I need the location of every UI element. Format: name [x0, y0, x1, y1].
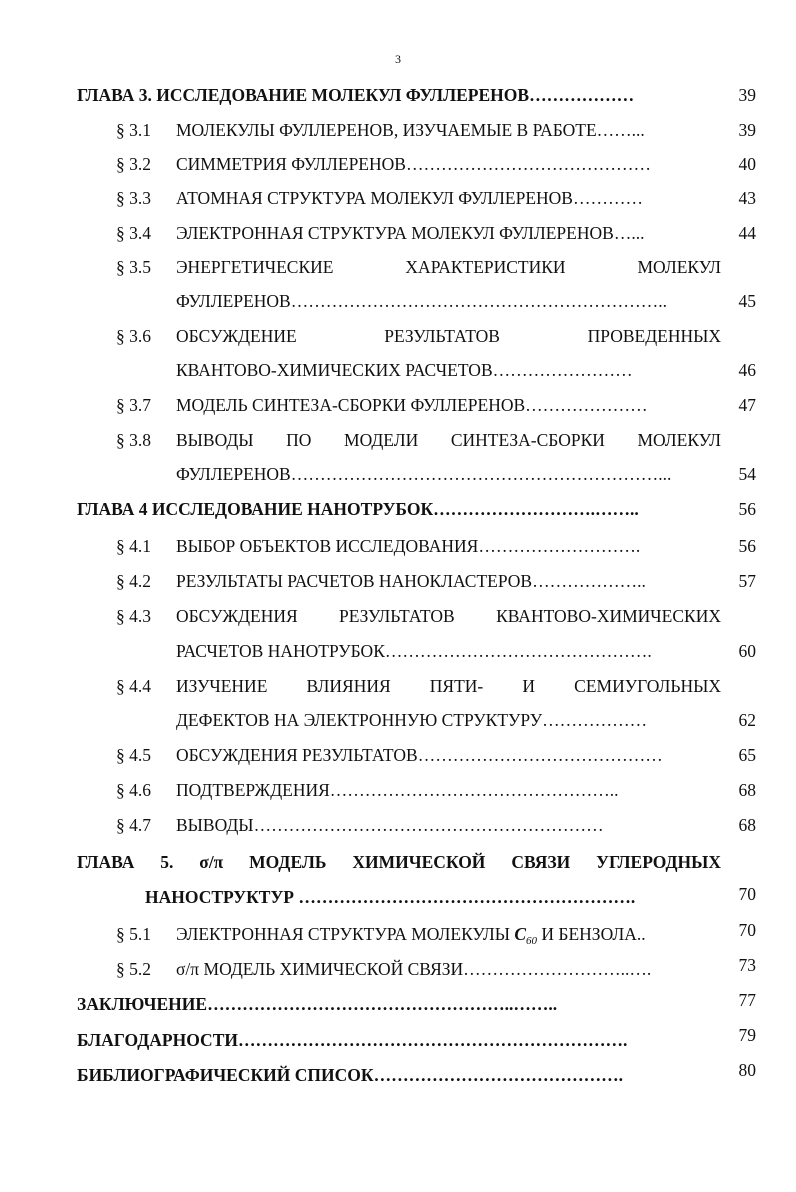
- toc-section-5-2: [176, 958, 651, 980]
- toc-leader-dots: ..: [636, 924, 646, 944]
- toc-word: ПЯТИ-: [429, 676, 484, 696]
- toc-leader-dots: ……………………………………….: [384, 641, 652, 661]
- toc-section-4-5: [176, 744, 663, 766]
- toc-word: МОЛЕКУЛ: [637, 257, 721, 277]
- toc-section-3-7: [176, 394, 648, 416]
- toc-section-3-2: [176, 153, 651, 175]
- toc-section-number: § 3.3: [116, 188, 151, 208]
- toc-leader-dots: ……………………….……..: [433, 499, 639, 519]
- toc-section-number: § 4.4: [116, 676, 151, 696]
- toc-title: ЭЛЕКТРОННАЯ СТРУКТУРА МОЛЕКУЛ ФУЛЛЕРЕНОВ: [176, 223, 614, 243]
- toc-section-3-1: [176, 119, 645, 141]
- c-symbol: C: [514, 924, 527, 944]
- toc-leader-dots: ……………………………………………..……..: [207, 994, 558, 1014]
- toc-leader-dots: ………………………………………………….: [294, 887, 636, 907]
- toc-word: ВЛИЯНИЯ: [306, 676, 391, 696]
- toc-page: 44: [738, 223, 756, 243]
- toc-page: 39: [738, 120, 756, 140]
- toc-section-4-4-cont: [176, 709, 647, 731]
- toc-word: РЕЗУЛЬТАТОВ: [384, 326, 500, 346]
- toc-word: ХАРАКТЕРИСТИКИ: [405, 257, 566, 277]
- toc-title: ПОДТВЕРЖДЕНИЯ: [176, 780, 330, 800]
- toc-word: ПРОВЕДЕННЫХ: [587, 326, 721, 346]
- toc-section-4-2: [176, 570, 646, 592]
- toc-section-number: § 3.1: [116, 120, 151, 140]
- toc-section-3-4: [176, 222, 644, 244]
- toc-word: И: [522, 676, 536, 696]
- toc-chapter-4: [77, 498, 639, 520]
- toc-title: ГЛАВА 3. ИССЛЕДОВАНИЕ МОЛЕКУЛ ФУЛЛЕРЕНОВ: [77, 85, 530, 105]
- toc-section-number: § 3.2: [116, 154, 151, 174]
- toc-section-number: § 3.7: [116, 395, 151, 415]
- toc-section-3-6: [176, 325, 721, 347]
- toc-title: ВЫБОР ОБЪЕКТОВ ИССЛЕДОВАНИЯ: [176, 536, 479, 556]
- toc-word: ОБСУЖДЕНИЯ: [176, 606, 298, 626]
- toc-page: 70: [738, 920, 756, 940]
- toc-section-4-7: [176, 814, 604, 836]
- toc-title: БЛАГОДАРНОСТИ: [77, 1030, 238, 1050]
- toc-word: σ/π: [199, 852, 224, 872]
- toc-title: КВАНТОВО-ХИМИЧЕСКИХ РАСЧЕТОВ: [176, 360, 493, 380]
- toc-page: 43: [738, 188, 756, 208]
- toc-section-number: § 4.7: [116, 815, 151, 835]
- toc-leader-dots: ……………………………………: [417, 745, 663, 765]
- toc-chapter-3: [77, 84, 634, 106]
- toc-section-number: § 4.6: [116, 780, 151, 800]
- toc-section-4-3: [176, 605, 721, 627]
- toc-title: ФУЛЛЕРЕНОВ: [176, 464, 291, 484]
- toc-word: СЕМИУГОЛЬНЫХ: [574, 676, 721, 696]
- toc-title: ДЕФЕКТОВ НА ЭЛЕКТРОННУЮ СТРУКТУРУ: [176, 710, 543, 730]
- toc-section-3-6-cont: [176, 359, 633, 381]
- toc-leader-dots: ………………..: [532, 571, 646, 591]
- toc-title: σ/π МОДЕЛЬ ХИМИЧЕСКОЙ СВЯЗИ: [176, 959, 464, 979]
- subscript: 60: [526, 935, 538, 947]
- toc-page: 47: [738, 395, 756, 415]
- toc-word: СИНТЕЗА-СБОРКИ: [450, 430, 605, 450]
- toc-word: МОДЕЛИ: [344, 430, 419, 450]
- toc-section-number: § 4.5: [116, 745, 151, 765]
- toc-page: 70: [738, 884, 756, 904]
- toc-title: НАНОСТРУКТУР: [145, 887, 294, 907]
- toc-section-number: § 4.1: [116, 536, 151, 556]
- toc-title: МОЛЕКУЛЫ ФУЛЛЕРЕНОВ, ИЗУЧАЕМЫЕ В РАБОТЕ: [176, 120, 597, 140]
- toc-word: МОЛЕКУЛ: [637, 430, 721, 450]
- toc-word: ПО: [286, 430, 312, 450]
- toc-section-4-1: [176, 535, 640, 557]
- toc-page: 68: [738, 780, 756, 800]
- toc-page: 60: [738, 641, 756, 661]
- toc-section-number: § 3.5: [116, 257, 151, 277]
- toc-word: МОДЕЛЬ: [249, 852, 327, 872]
- toc-page: 79: [738, 1025, 756, 1045]
- toc-section-5-1: [176, 923, 646, 952]
- toc-section-4-4: [176, 675, 721, 697]
- toc-section-4-6: [176, 779, 619, 801]
- toc-title: ЭЛЕКТРОННАЯ СТРУКТУРА МОЛЕКУЛЫ: [176, 924, 515, 944]
- toc-page: 56: [738, 536, 756, 556]
- toc-title: ОБСУЖДЕНИЯ РЕЗУЛЬТАТОВ: [176, 745, 418, 765]
- toc-page: 68: [738, 815, 756, 835]
- toc-leader-dots: ………………………………………………………...: [290, 464, 672, 484]
- toc-bibliography: [77, 1064, 623, 1086]
- toc-title: МОДЕЛЬ СИНТЕЗА-СБОРКИ ФУЛЛЕРЕНОВ: [176, 395, 526, 415]
- toc-leader-dots: ……………………………………………………: [253, 815, 604, 835]
- toc-conclusion: [77, 993, 557, 1015]
- toc-title: АТОМНАЯ СТРУКТУРА МОЛЕКУЛ ФУЛЛЕРЕНОВ: [176, 188, 573, 208]
- toc-section-number: § 5.2: [116, 959, 151, 979]
- toc-title: ГЛАВА 4 ИССЛЕДОВАНИЕ НАНОТРУБОК: [77, 499, 434, 519]
- toc-title: ФУЛЛЕРЕНОВ: [176, 291, 291, 311]
- toc-leader-dots: …………………: [525, 395, 648, 415]
- toc-title: ВЫВОДЫ: [176, 815, 254, 835]
- toc-title: СИММЕТРИЯ ФУЛЛЕРЕНОВ: [176, 154, 406, 174]
- toc-page: 56: [738, 499, 756, 519]
- toc-section-number: § 4.2: [116, 571, 151, 591]
- toc-chapter-5-cont: [145, 886, 635, 908]
- toc-word: СВЯЗИ: [511, 852, 571, 872]
- toc-section-4-3-cont: [176, 640, 652, 662]
- toc-section-number: § 3.8: [116, 430, 151, 450]
- toc-title: ЗАКЛЮЧЕНИЕ: [77, 994, 208, 1014]
- toc-word: ГЛАВА: [77, 852, 135, 872]
- toc-section-3-5-cont: [176, 290, 667, 312]
- toc-section-number: § 4.3: [116, 606, 151, 626]
- toc-leader-dots: …………: [572, 188, 643, 208]
- toc-word: ХИМИЧЕСКОЙ: [352, 852, 486, 872]
- toc-leader-dots: ……………………………………: [405, 154, 651, 174]
- toc-word: ОБСУЖДЕНИЕ: [176, 326, 297, 346]
- toc-section-number: § 3.6: [116, 326, 151, 346]
- toc-acknowledgements: [77, 1029, 627, 1051]
- toc-word: ВЫВОДЫ: [176, 430, 254, 450]
- toc-word: УГЛЕРОДНЫХ: [596, 852, 721, 872]
- toc-page: 73: [738, 955, 756, 975]
- page-number: 3: [395, 52, 401, 66]
- toc-page: 77: [738, 990, 756, 1010]
- toc-word: РЕЗУЛЬТАТОВ: [339, 606, 455, 626]
- toc-title: РЕЗУЛЬТАТЫ РАСЧЕТОВ НАНОКЛАСТЕРОВ: [176, 571, 533, 591]
- toc-title: РАСЧЕТОВ НАНОТРУБОК: [176, 641, 385, 661]
- toc-word: ЭНЕРГЕТИЧЕСКИЕ: [176, 257, 334, 277]
- toc-page: 62: [738, 710, 756, 730]
- toc-leader-dots: …...: [613, 223, 645, 243]
- toc-leader-dots: ……...: [596, 120, 645, 140]
- toc-chapter-5: [77, 851, 721, 873]
- toc-section-3-5: [176, 256, 721, 278]
- toc-leader-dots: ………………………………………………………….: [237, 1030, 628, 1050]
- toc-word: ИЗУЧЕНИЕ: [176, 676, 268, 696]
- toc-page: 45: [738, 291, 756, 311]
- toc-page: 57: [738, 571, 756, 591]
- toc-leader-dots: ………………………..….: [463, 959, 652, 979]
- toc-leader-dots: ……………………: [492, 360, 633, 380]
- toc-section-3-8: [176, 429, 721, 451]
- toc-leader-dots: …………………………………….: [373, 1065, 623, 1085]
- toc-section-3-3: [176, 187, 643, 209]
- toc-page: 40: [738, 154, 756, 174]
- toc-leader-dots: …………………………………………..: [329, 780, 619, 800]
- toc-leader-dots: ……………………….: [478, 536, 641, 556]
- toc-page: 39: [738, 85, 756, 105]
- toc-word: КВАНТОВО-ХИМИЧЕСКИХ: [496, 606, 721, 626]
- toc-word: 5.: [160, 852, 174, 872]
- toc-title: БИБЛИОГРАФИЧЕСКИЙ СПИСОК: [77, 1065, 374, 1085]
- toc-section-number: § 5.1: [116, 924, 151, 944]
- toc-leader-dots: ………………………………………………………..: [290, 291, 667, 311]
- toc-page: 65: [738, 745, 756, 765]
- toc-title-rest: И БЕНЗОЛА: [537, 924, 637, 944]
- toc-page: 46: [738, 360, 756, 380]
- toc-page: 54: [738, 464, 756, 484]
- toc-section-3-8-cont: [176, 463, 671, 485]
- toc-leader-dots: ………………: [529, 85, 635, 105]
- toc-page: 80: [738, 1060, 756, 1080]
- toc-section-number: § 3.4: [116, 223, 151, 243]
- toc-leader-dots: ………………: [542, 710, 648, 730]
